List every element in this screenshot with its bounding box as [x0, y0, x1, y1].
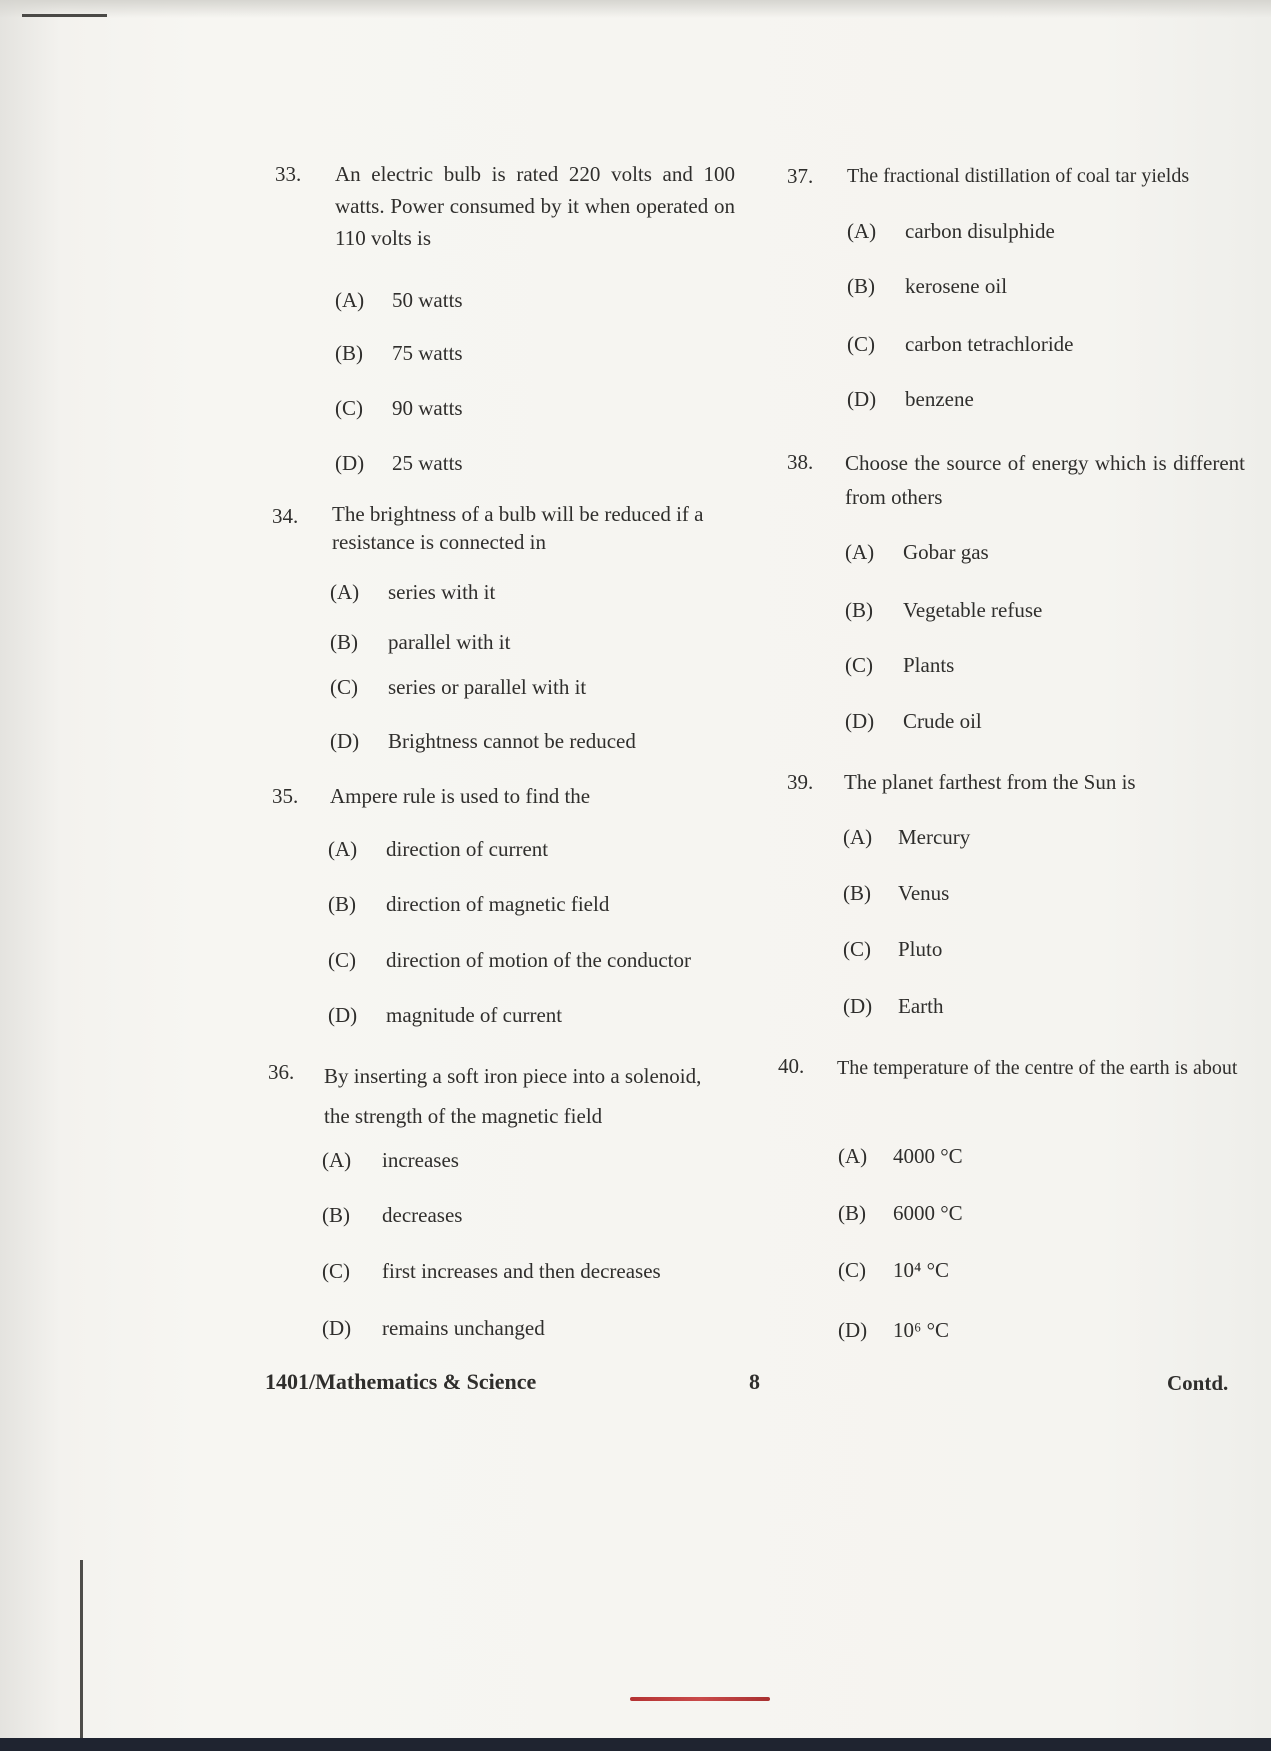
option-label: (B)	[847, 274, 875, 298]
option-text: carbon disulphide	[905, 219, 1055, 243]
option-text: decreases	[382, 1203, 463, 1227]
option-text: first increases and then decreases	[382, 1259, 661, 1283]
question-stem: Ampere rule is used to find the	[330, 784, 591, 808]
question-stem: The brightness of a bulb will be reduced if a resistance is connected in	[332, 502, 704, 554]
option-label: (A)	[845, 540, 875, 564]
option-text: 90 watts	[392, 396, 463, 420]
margin-rule	[80, 1560, 83, 1738]
option-label: (C)	[328, 948, 356, 972]
corner-mark	[22, 14, 107, 17]
option-label: (D)	[328, 1003, 358, 1027]
option-label: (C)	[335, 396, 363, 420]
question-stem: By inserting a soft iron piece into a solenoid, the strength of the magnetic field	[324, 1064, 702, 1128]
option-label: (A)	[322, 1148, 352, 1172]
option-label: (A)	[847, 219, 877, 243]
continued-label: Contd.	[1167, 1371, 1229, 1395]
option-label: (A)	[328, 837, 358, 861]
option-label: (D)	[843, 994, 873, 1018]
option-label: (A)	[838, 1144, 868, 1168]
question-number: 38.	[787, 450, 814, 474]
option-text: direction of magnetic field	[386, 892, 610, 916]
question-stem: An electric bulb is rated 220 volts and 100 watts. Power consumed by it when operated on 110 volts is	[335, 162, 735, 250]
option-text: direction of motion of the conductor	[386, 948, 692, 972]
option-label: (B)	[322, 1203, 350, 1227]
option-label: (A)	[335, 288, 365, 312]
question-number: 39.	[787, 770, 814, 794]
option-text: increases	[382, 1148, 459, 1172]
option-label: (D)	[322, 1316, 352, 1340]
option-label: (A)	[843, 825, 873, 849]
question-number: 33.	[275, 162, 302, 186]
option-text: Vegetable refuse	[903, 598, 1043, 622]
option-text: benzene	[905, 387, 974, 411]
option-text: Brightness cannot be reduced	[388, 729, 636, 753]
option-label: (D)	[838, 1318, 868, 1342]
option-text: 10⁶ °C	[893, 1318, 949, 1342]
option-text: series with it	[388, 580, 496, 604]
scan-shadow	[0, 0, 1271, 18]
option-text: Crude oil	[903, 709, 982, 733]
option-text: Venus	[898, 881, 950, 905]
option-label: (B)	[330, 630, 358, 654]
option-label: (C)	[322, 1259, 350, 1283]
option-text: 4000 °C	[893, 1144, 963, 1168]
question-stem: The fractional distillation of coal tar yields	[847, 165, 1190, 187]
option-label: (B)	[843, 881, 871, 905]
option-label: (D)	[845, 709, 875, 733]
question-stem: Choose the source of energy which is different from others	[845, 451, 1245, 509]
option-text: 75 watts	[392, 341, 463, 365]
option-label: (C)	[847, 332, 875, 356]
option-label: (D)	[847, 387, 877, 411]
option-text: Earth	[898, 994, 944, 1018]
question-number: 34.	[272, 504, 299, 528]
question-number: 37.	[787, 164, 814, 188]
option-label: (C)	[330, 675, 358, 699]
question-number: 35.	[272, 784, 299, 808]
option-label: (D)	[335, 451, 365, 475]
option-text: Gobar gas	[903, 540, 989, 564]
option-label: (D)	[330, 729, 360, 753]
option-text: parallel with it	[388, 630, 511, 654]
page-number: 8	[749, 1369, 760, 1394]
question-stem: The planet farthest from the Sun is	[844, 770, 1136, 794]
scan-edge	[0, 1738, 1271, 1751]
option-text: Mercury	[898, 825, 971, 849]
option-text: carbon tetrachloride	[905, 332, 1074, 356]
paper-code: 1401/Mathematics & Science	[265, 1369, 537, 1394]
option-text: Plants	[903, 653, 955, 677]
question-stem: The temperature of the centre of the earth is about	[837, 1057, 1238, 1079]
red-ink-mark	[630, 1697, 770, 1701]
option-text: 6000 °C	[893, 1201, 963, 1225]
option-text: 50 watts	[392, 288, 463, 312]
option-label: (B)	[845, 598, 873, 622]
question-number: 36.	[268, 1060, 295, 1084]
option-text: Pluto	[898, 937, 943, 961]
option-label: (A)	[330, 580, 360, 604]
option-label: (C)	[845, 653, 873, 677]
option-label: (B)	[335, 341, 363, 365]
option-text: remains unchanged	[382, 1316, 545, 1340]
option-text: 25 watts	[392, 451, 463, 475]
option-text: kerosene oil	[905, 274, 1008, 298]
option-text: series or parallel with it	[388, 675, 587, 699]
option-label: (C)	[843, 937, 871, 961]
option-text: direction of current	[386, 837, 549, 861]
option-text: magnitude of current	[386, 1003, 563, 1027]
option-text: 10⁴ °C	[893, 1258, 949, 1282]
option-label: (C)	[838, 1258, 866, 1282]
option-label: (B)	[838, 1201, 866, 1225]
option-label: (B)	[328, 892, 356, 916]
question-number: 40.	[778, 1054, 805, 1078]
